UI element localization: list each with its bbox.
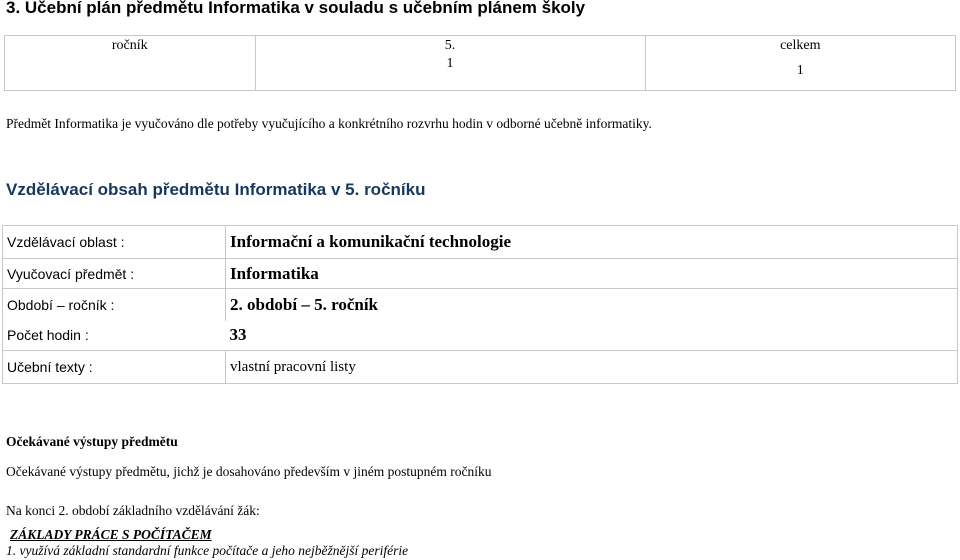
table-row: [3, 321, 958, 351]
basics-heading: ZÁKLADY PRÁCE S POČÍTAČEM: [10, 527, 212, 542]
info-value: 33: [226, 321, 958, 351]
intro-paragraph: Předmět Informatika je vyučováno dle potřeby vyučujícího a konkrétního rozvrhu hodin v odborné učebně informatiky.: [6, 116, 652, 131]
page-title: 3. Učební plán předmětu Informatika v souladu s učebním plánem školy: [6, 0, 586, 17]
table-row: [3, 351, 958, 384]
outcome-item-1: 1. využívá základní standardní funkce počítače a jeho nejběžnější periférie: [6, 543, 409, 558]
table-row: [5, 36, 956, 91]
grade-5-cell: [255, 36, 645, 91]
total-label: celkem: [780, 38, 821, 53]
info-label: Období – ročník :: [3, 289, 226, 321]
info-label: Učební texty :: [3, 351, 226, 384]
table-row: [3, 289, 958, 321]
subject-info-table: [2, 225, 958, 384]
grade-5-hours: 1: [446, 56, 454, 71]
content-heading: Vzdělávací obsah předmětu Informatika v 5. ročníku: [6, 180, 426, 199]
info-value: Informační a komunikační technologie: [226, 226, 958, 259]
grade-label: ročník: [111, 38, 148, 53]
outcomes-heading: Očekávané výstupy předmětu: [6, 434, 178, 449]
table-row: [3, 259, 958, 289]
total-cell: [645, 36, 955, 91]
table-row: [3, 226, 958, 259]
grade-hours-table: [4, 35, 956, 91]
info-label: Vzdělávací oblast :: [3, 226, 226, 259]
total-hours: 1: [796, 63, 804, 78]
info-label: Vyučovací předmět :: [3, 259, 226, 289]
grade-label-cell: [5, 36, 256, 91]
info-value: vlastní pracovní listy: [226, 351, 958, 384]
grade-5-label: 5.: [444, 38, 456, 53]
info-value: Informatika: [226, 259, 958, 289]
info-value: 2. období – 5. ročník: [226, 289, 958, 321]
outcomes-paragraph: Očekávané výstupy předmětu, jichž je dosahováno především v jiném postupném ročníku: [6, 464, 492, 479]
info-label: Počet hodin :: [3, 321, 226, 351]
end-period-paragraph: Na konci 2. období základního vzdělávání žák:: [6, 503, 260, 518]
